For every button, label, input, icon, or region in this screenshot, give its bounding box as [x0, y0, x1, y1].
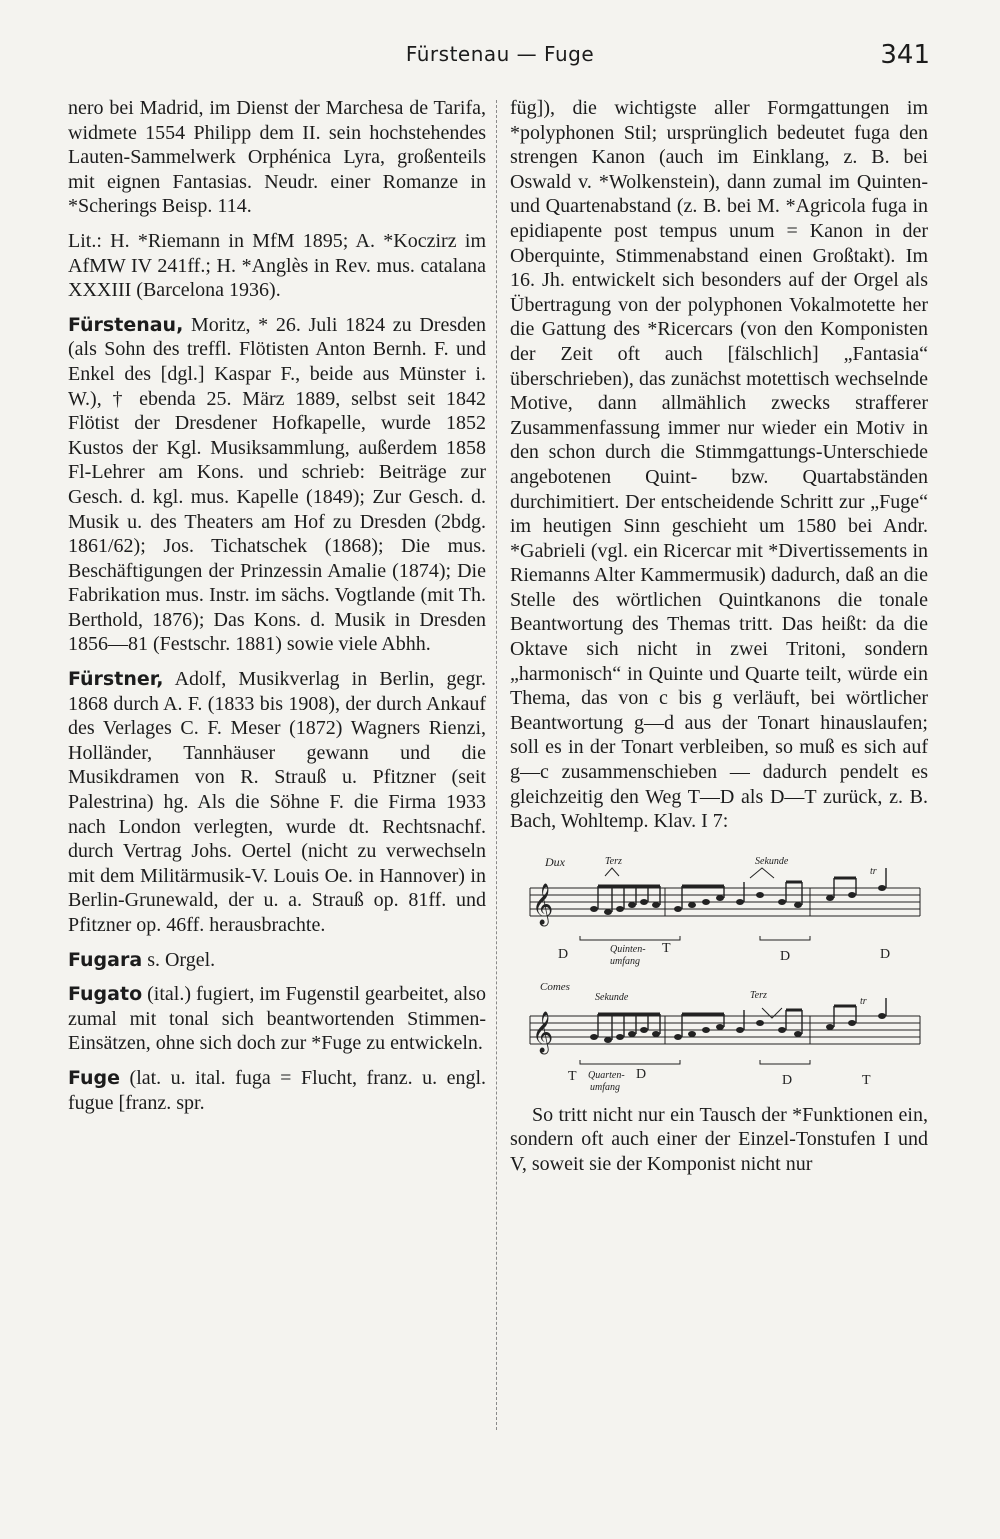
entry-fuerstenau — [68, 313, 486, 657]
comes-label: Comes — [540, 980, 570, 993]
entry-text: (lat. u. ital. fuga = Flucht, franz. u. engl. fugue [franz. spr. — [68, 1066, 486, 1114]
paragraph: So tritt nicht nur ein Tausch der *Funktionen ein, sondern oft auch einer der Einzel-Tonstufen I und V, soweit sie der Komponist nicht nur — [510, 1103, 928, 1175]
label-D: D — [780, 948, 791, 964]
entry-text: Moritz, * 26. Juli 1824 zu Dresden (als Sohn des treffl. Flötisten Anton Bernh. F. und Enkel des [dgl.] Kaspar F., beide aus Münster i. W.), † ebenda 25. März 1889, selbst seit 1842 Flötist der Dresdener Hofkapelle, wurde 1852 Kustos der Kgl. Musiksammlung, außerdem 1858 Fl-Lehrer am Kons. und schrieb: Beiträge zur Gesch. d. kgl. mus. Kapelle (1849); Zur Gesch. d. Musik u. des Theaters am Hof zu Dresden (2bdg. 1861/62); Jos. Tichatschek (1868); Die mus. Beschäftigungen der Prinzessin Amalie (1874); Die Fabrikation mus. Instr. im sächs. Vogtlande (mit Th. Berthold, 1876); Das Kons. d. Musik in Dresden 1856—81 (Festschr. 1881) sowie viele Abhh. — [68, 313, 487, 656]
lemma: Fürstenau, — [68, 313, 184, 336]
dux-label: Dux — [545, 854, 565, 869]
label-D: D — [636, 1066, 647, 1082]
music-notation — [510, 848, 928, 1093]
label-T: T — [662, 940, 671, 956]
entry-text: Adolf, Musikverlag in Berlin, gegr. 1868 durch A. F. (1833 bis 1908), der durch Ankauf des Verlages C. F. Meser (1872) Wagners Rienzi, Holländer, Tannhäuser gewann und die Musikdramen von R. Strauß u. Pfitzner (seit Palestrina) hg. Als die Söhne F. die Firma 1933 nach London verlegten, wurde dt. Rechtsnachf. durch Vertrag Johs. Oertel (nicht zu verwechseln mit dem Militärmusik-V. Louis Oe. in Hannover) in Berlin-Grunewald, der u. a. Strauß op. 81ff. und Pfitzner op. 46ff. herausbrachte. — [68, 668, 486, 936]
left-column — [68, 96, 486, 1125]
lemma: Fugato — [68, 983, 143, 1006]
label-D: D — [558, 946, 569, 962]
label-T: T — [862, 1072, 871, 1088]
music-example — [510, 848, 928, 1093]
entry-fugara — [68, 948, 486, 973]
right-column — [510, 96, 928, 1187]
page-number: 341 — [880, 40, 930, 70]
svg-text:𝄞: 𝄞 — [532, 1011, 554, 1053]
umfang-label: umfang — [610, 955, 640, 967]
page-header — [0, 36, 1000, 76]
umfang-label: umfang — [590, 1081, 620, 1093]
terz-label: Terz — [750, 989, 767, 1001]
sekunde-label: Sekunde — [755, 855, 789, 867]
paragraph: nero bei Madrid, im Dienst der Marchesa de Tarifa, widmete 1554 Philipp dem II. sein hochstehendes Lauten-Sammelwerk Orphénica Lyra, großenteils mit eignen Fantasias. Neudr. einer Romanze in *Scherings Beisp. 114. — [68, 97, 486, 218]
quinten-label: Quinten- — [610, 943, 646, 955]
label-D: D — [880, 946, 891, 962]
label-T: T — [568, 1068, 577, 1084]
lemma: Fuge — [68, 1066, 121, 1089]
entry-text: s. Orgel. — [147, 948, 216, 971]
lemma: Fürstner, — [68, 668, 164, 691]
literature-paragraph: Lit.: H. *Riemann in MfM 1895; A. *Koczirz im AfMW IV 241ff.; H. *Anglès in Rev. mus. catalana XXXIII (Barcelona 1936). — [68, 229, 486, 302]
sekunde-label: Sekunde — [595, 991, 629, 1003]
column-divider — [496, 100, 497, 1430]
entry-fugato — [68, 982, 486, 1056]
label-D: D — [782, 1072, 793, 1088]
quarten-label: Quarten- — [588, 1069, 625, 1081]
trill-label: tr — [870, 865, 877, 877]
terz-label: Terz — [605, 855, 622, 867]
svg-text:𝄞: 𝄞 — [532, 883, 554, 925]
paragraph: füg]), die wichtigste aller Formgattungen im *polyphonen Stil; ursprünglich bedeutet fuga den strengen Kanon (auch im Einklang, z. B. bei Oswald v. *Wolkenstein), dann zumal im Quinten- und Quartenabstand (z. B. bei M. *Agricola fuga in epidiapente post tempus unum = Kanon in der Oberquinte, Stimmenabstand einen Großtakt). Im 16. Jh. entwickelt sich besonders auf der Orgel als Übertragung von der polyphonen Vokalmotette her die Gattung des *Ricercars (von den Komponisten der Zeit oft auch [fälschlich] „Fantasia“ überschrieben), das zunächst motettisch wechselnde Motive, dann allmählich zwecks strafferer Zusammenfassung immer nur wieder ein Motiv in den schon durch die Stimmgattungs-Unterschiede angebotenen Quint- bzw. Quartabständen durchimitiert. Der entscheidende Schritt zur „Fuge“ im heutigen Sinn geschieht um 1580 bei Andr. *Gabrieli (vgl. ein Ricercar mit *Divertissements in Riemanns Alter Kammermusik) dadurch, daß an die Stelle des wörtlichen Quintkanons die tonale Beantwortung des Themas tritt. Das heißt: da die Oktave sich nicht in zwei Tritoni, sondern „harmonisch“ in Quinte und Quarte teilt, würde ein Thema, das von c bis g verläuft, bei wörtlicher Beantwortung g—d aus der Tonart hinauslaufen; soll es in der Tonart verbleiben, so muß es sich auf g—c zusammenschieben — dadurch pendelt es gleichzeitig den Weg T—D als D—T zurück, z. B. Bach, Wohltemp. Klav. I 7: — [510, 97, 928, 833]
entry-fuerstner — [68, 667, 486, 938]
lemma: Fugara — [68, 948, 143, 971]
trill-label: tr — [860, 995, 867, 1007]
running-head: Fürstenau — Fuge — [405, 42, 595, 66]
entry-fuge — [68, 1066, 486, 1115]
entry-text: (ital.) fugiert, im Fugenstil gearbeitet, also zumal mit tonal sich beantwortenden Stimmen-Einsätzen, ohne sich doch zur *Fuge zu entwickeln. — [68, 983, 486, 1055]
